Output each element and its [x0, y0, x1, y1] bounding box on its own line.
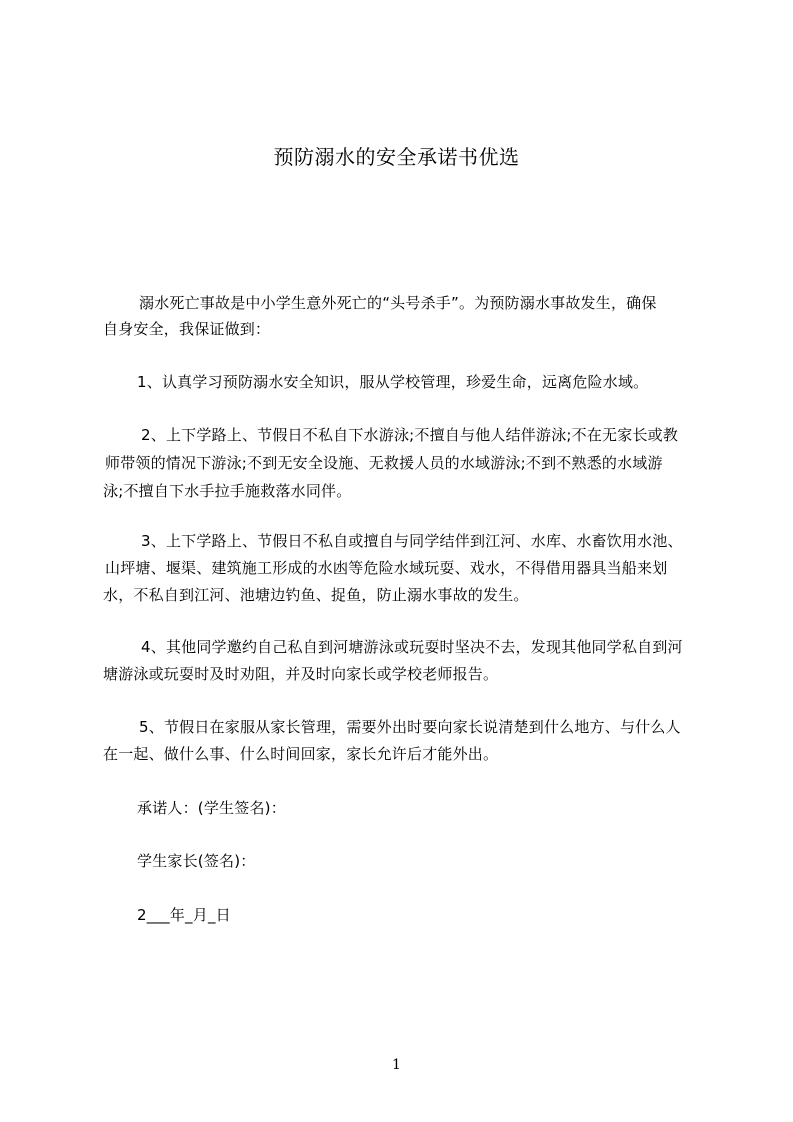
item-2-line-2: 师带领的情况下游泳;不到无安全设施、无救援人员的水域游泳;不到不熟悉的水域游 — [105, 454, 663, 472]
item-2-line-1: 2、上下学路上、节假日不私自下水游泳;不擅自与他人结伴游泳;不在无家长或教 — [141, 426, 679, 444]
pledger-signature-line: 承诺人：(学生签名)： — [137, 799, 286, 817]
item-5-line-1: 5、节假日在家服从家长管理，需要外出时要向家长说清楚到什么地方、与什么人 — [139, 718, 681, 736]
item-5-line-2: 在一起、做什么事、什么时间回家，家长允许后才能外出。 — [103, 745, 499, 763]
item-4-line-2: 塘游泳或玩耍时及时劝阻，并及时向家长或学校老师报告。 — [103, 665, 499, 683]
document-title: 预防溺水的安全承诺书优选 — [273, 145, 520, 169]
item-3-line-3: 水，不私自到江河、池塘边钓鱼、捉鱼，防止溺水事故的发生。 — [103, 586, 529, 604]
intro-line-1: 溺水死亡事故是中小学生意外死亡的“头号杀手”。为预防溺水事故发生，确保 — [139, 294, 657, 312]
item-4-line-1: 4、其他同学邀约自己私自到河塘游泳或玩耍时坚决不去，发现其他同学私自到河 — [141, 638, 683, 656]
parent-signature-line: 学生家长(签名)： — [137, 852, 256, 870]
item-2-line-3: 泳;不擅自下水手拉手施救落水同伴。 — [103, 482, 352, 500]
date-line: 2___年_月_日 — [137, 906, 231, 924]
item-3-line-2: 山坪塘、堰渠、建筑施工形成的水凼等危险水域玩耍、戏水，不得借用器具当船来划 — [105, 559, 668, 577]
item-3-line-1: 3、上下学路上、节假日不私自或擅自与同学结伴到江河、水库、水畜饮用水池、 — [141, 532, 683, 550]
intro-line-2: 自身安全，我保证做到： — [103, 320, 271, 338]
item-1-line-1: 1、认真学习预防溺水安全知识，服从学校管理，珍爱生命，远离危险水域。 — [137, 373, 649, 391]
page-number: 1 — [392, 1057, 401, 1073]
